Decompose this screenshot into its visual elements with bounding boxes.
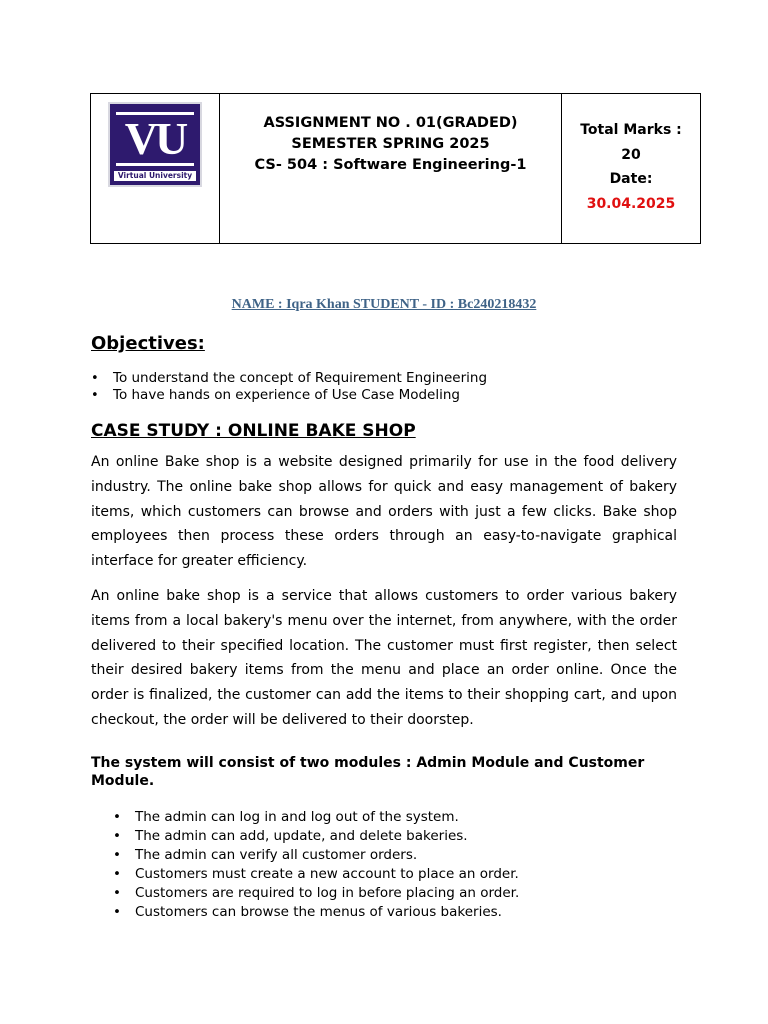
bullet-icon: •: [113, 809, 121, 825]
modules-list: [113, 808, 673, 923]
objectives-list: [91, 370, 691, 404]
list-item: [113, 903, 673, 922]
bullet-icon: •: [113, 866, 121, 883]
list-item: [113, 884, 673, 903]
university-logo: [108, 102, 202, 187]
list-item: [113, 808, 673, 827]
bullet-icon: •: [91, 388, 99, 403]
student-name-id: NAME : Iqra Khan STUDENT - ID : Bc240218432: [231, 297, 537, 312]
module-text: Customers can browse the menus of various bakeries.: [135, 904, 502, 921]
course-title: CS- 504 : Software Engineering-1: [254, 157, 527, 173]
module-text: The admin can add, update, and delete bakeries.: [135, 828, 468, 845]
case-study-heading: CASE STUDY : ONLINE BAKE SHOP: [91, 421, 416, 441]
list-item: [91, 370, 691, 387]
case-study-paragraph-2: An online bake shop is a service that allows customers to order various bakery items from a local bakery's menu over the internet, from anywhere, with the order delivered to their specified location. The customer must first register, then select their desired bakery items from the menu and place an order online. Once the order is finalized, the customer can add the items to their shopping cart, and upon checkout, the order will be delivered to their doorstep.: [91, 588, 677, 728]
module-text: The admin can log in and log out of the system.: [135, 809, 459, 825]
semester: SEMESTER SPRING 2025: [291, 136, 490, 152]
date-value: 30.04.2025: [586, 195, 676, 212]
total-marks-value: 20: [621, 146, 641, 163]
objective-text: To understand the concept of Requirement Engineering: [113, 370, 488, 386]
bullet-icon: •: [113, 847, 121, 864]
module-text: Customers must create a new account to place an order.: [135, 866, 519, 883]
module-text: Customers are required to log in before placing an order.: [135, 885, 520, 902]
module-text: The admin can verify all customer orders.: [135, 847, 418, 864]
bullet-icon: •: [113, 904, 121, 921]
list-item: [113, 865, 673, 884]
assignment-number: ASSIGNMENT NO . 01(GRADED): [263, 115, 518, 131]
bullet-icon: •: [113, 885, 121, 902]
bullet-icon: •: [91, 371, 99, 386]
date-label: Date:: [609, 171, 653, 187]
case-study-paragraph-1: An online Bake shop is a website designed primarily for use in the food delivery industry. The online bake shop allows for quick and easy management of bakery items, which customers can browse and orders with just a few clicks. Bake shop employees then process these orders through an easy-to-navigate graphical interface for greater efficiency.: [91, 454, 677, 570]
list-item: [113, 827, 673, 846]
logo-subtitle: Virtual University: [114, 171, 196, 181]
total-marks-label: Total Marks :: [580, 122, 682, 138]
assignment-header-table: [90, 93, 701, 244]
modules-heading: The system will consist of two modules : Admin Module and Customer Module.: [91, 755, 645, 789]
objectives-heading: Objectives:: [91, 333, 205, 354]
list-item: [113, 846, 673, 865]
assignment-title-cell: [220, 94, 562, 243]
list-item: [91, 387, 691, 404]
objective-text: To have hands on experience of Use Case Modeling: [113, 387, 460, 403]
bullet-icon: •: [113, 828, 121, 845]
marks-date-cell: [562, 94, 700, 243]
logo-mark: VU: [116, 112, 194, 166]
logo-cell: [91, 94, 220, 243]
